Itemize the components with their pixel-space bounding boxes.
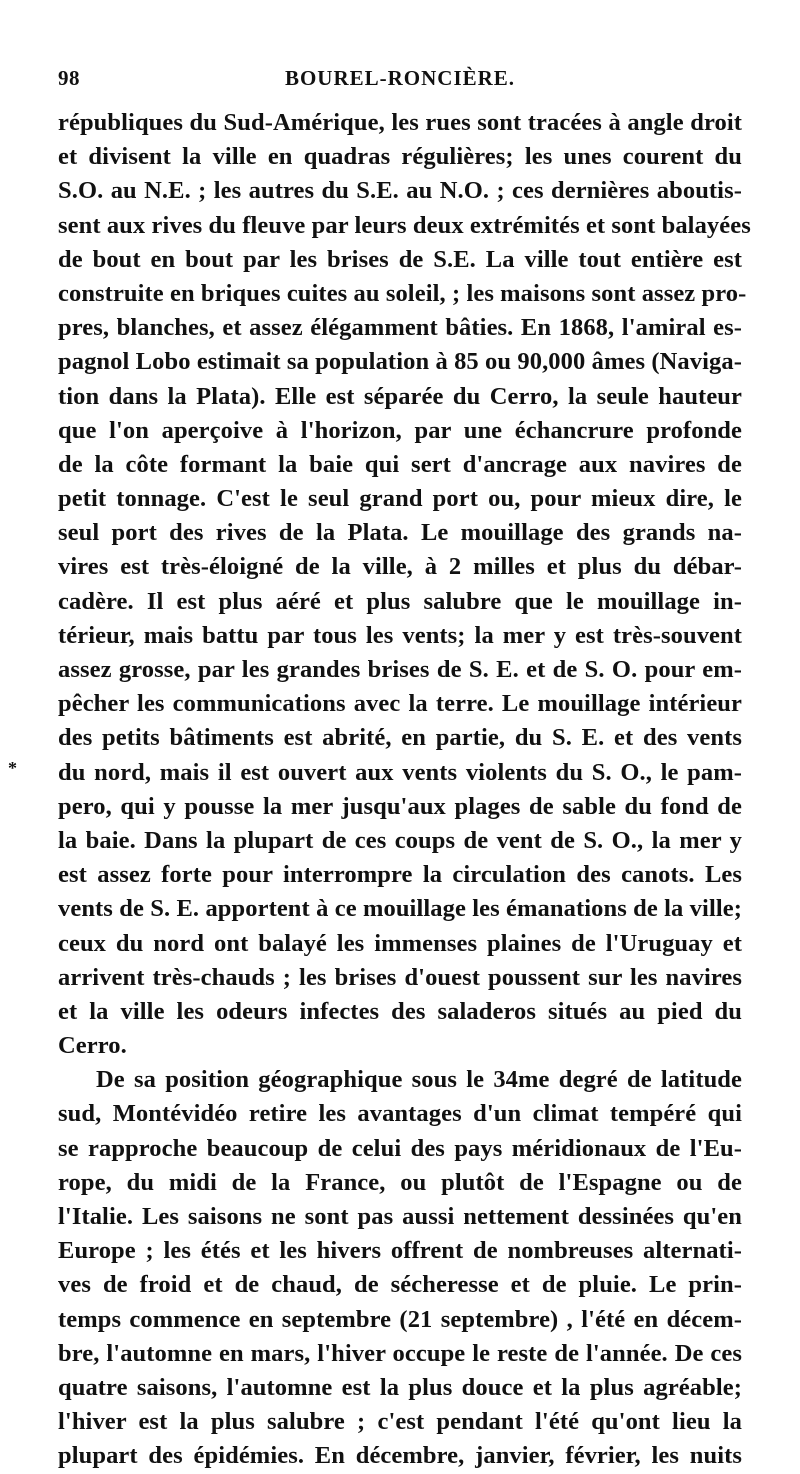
text-line: sud, Montévidéo retire les avantages d'un climat tempéré qui [58,1100,742,1128]
text-line: se rapproche beaucoup de celui des pays méridionaux de l'Eu- [58,1134,742,1162]
text-line: républiques du Sud-Amérique, les rues sont tracées à angle droit [58,109,742,136]
paragraph-end-line: Cerro. [58,1032,127,1060]
text-line: vires est très-éloigné de la ville, à 2 milles et plus du débar- [58,553,742,581]
text-line: térieur, mais battu par tous les vents; la mer y est très-souvent [58,621,742,649]
paragraph-start-line: De sa position géographique sous le 34me degré de latitude [96,1066,742,1094]
text-line: ves de froid et de chaud, de sécheresse et de pluie. Le prin- [58,1271,742,1299]
text-line: la baie. Dans la plupart de ces coups de vent de S. O., la mer y [58,826,742,854]
text-line: construite en briques cuites au soleil, ; les maisons sont assez pro- [58,279,747,307]
text-line: petit tonnage. C'est le seul grand port ou, pour mieux dire, le [58,485,742,513]
text-line: temps commence en septembre (21 septembre) , l'été en décem- [58,1305,742,1333]
text-line: cadère. Il est plus aéré et plus salubre que le mouillage in- [58,587,742,615]
text-line: que l'on aperçoive à l'horizon, par une échancrure profonde [58,416,742,444]
text-line: S.O. au N.E. ; les autres du S.E. au N.O. ; ces dernières aboutis- [58,177,742,205]
text-line: pêcher les communications avec la terre. Le mouillage intérieur [58,690,742,718]
text-line: Europe ; les étés et les hivers offrent de nombreuses alternati- [58,1237,742,1265]
text-line: est assez forte pour interrompre la circulation des canots. Les [58,861,742,889]
text-line: arrivent très-chauds ; les brises d'ouest poussent sur les navires [58,963,742,991]
text-line: plupart des épidémies. En décembre, janvier, février, les nuits [58,1442,742,1470]
margin-mark: * [8,758,17,778]
text-line: et divisent la ville en quadras régulières; les unes courent du [58,143,742,171]
text-line: bre, l'automne en mars, l'hiver occupe le reste de l'année. De ces [58,1339,742,1367]
text-line: l'Italie. Les saisons ne sont pas aussi nettement dessinées qu'en [58,1203,742,1230]
text-line: du nord, mais il est ouvert aux vents violents du S. O., le pam- [58,758,742,786]
text-line: seul port des rives de la Plata. Le mouillage des grands na- [58,519,742,547]
text-line: ceux du nord ont balayé les immenses plaines de l'Uruguay et [58,929,742,957]
page-number: 98 [58,66,80,90]
text-line: tion dans la Plata). Elle est séparée du Cerro, la seule hauteur [58,382,742,410]
text-line: pres, blanches, et assez élégamment bâties. En 1868, l'amiral es- [58,314,742,342]
text-line: l'hiver est la plus salubre ; c'est pendant l'été qu'ont lieu la [58,1408,742,1436]
text-line: des petits bâtiments est abrité, en partie, du S. E. et des vents [58,724,742,752]
text-line: de bout en bout par les brises de S.E. La ville tout entière est [58,245,742,273]
text-line: pero, qui y pousse la mer jusqu'aux plages de sable du fond de [58,792,742,820]
text-line: et la ville les odeurs infectes des saladeros situés au pied du [58,997,742,1025]
text-line: de la côte formant la baie qui sert d'ancrage aux navires de [58,450,742,478]
text-line: vents de S. E. apportent à ce mouillage les émanations de la ville; [58,895,742,923]
text-line: assez grosse, par les grandes brises de S. E. et de S. O. pour em- [58,656,742,683]
running-title: BOUREL-RONCIÈRE. [284,66,516,90]
body-text [58,106,751,1474]
text-line: sent aux rives du fleuve par leurs deux extrémités et sont balayées [58,211,751,239]
text-line: rope, du midi de la France, ou plutôt de l'Espagne ou de [58,1168,742,1196]
text-line: quatre saisons, l'automne est la plus douce et la plus agréable; [58,1373,742,1401]
page-header [58,66,742,96]
text-line: pagnol Lobo estimait sa population à 85 ou 90,000 âmes (Naviga- [58,348,742,376]
